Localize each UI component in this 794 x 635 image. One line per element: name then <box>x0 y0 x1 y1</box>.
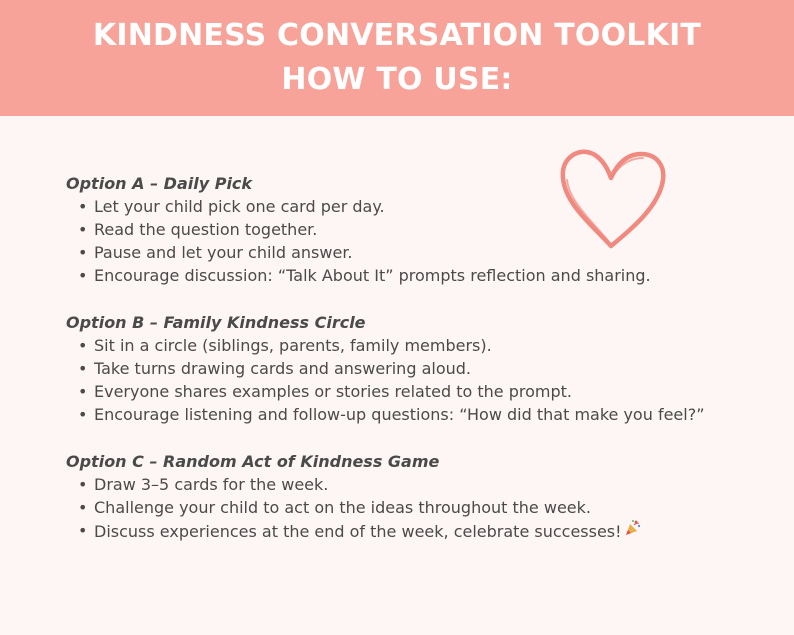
list-item <box>66 241 756 264</box>
list-item <box>66 473 756 496</box>
list-item-text: Sit in a circle (siblings, parents, family members). <box>94 336 492 355</box>
option-b-title: Option B – Family Kindness Circle <box>66 313 366 332</box>
list-item <box>66 519 756 543</box>
list-item <box>66 403 756 426</box>
instructions-content <box>66 172 756 567</box>
list-item-text: Encourage discussion: “Talk About It” prompts reflection and sharing. <box>94 266 651 285</box>
list-item-text: Discuss experiences at the end of the week, celebrate successes! <box>94 522 622 541</box>
list-item <box>66 357 756 380</box>
bullet-icon: • <box>78 359 88 378</box>
bullet-icon: • <box>78 475 88 494</box>
option-a-section <box>66 172 756 287</box>
page-subtitle: HOW TO USE: <box>281 62 513 97</box>
list-item-text: Read the question together. <box>94 220 318 239</box>
list-item <box>66 218 756 241</box>
list-item <box>66 195 756 218</box>
option-b-list <box>66 334 756 426</box>
list-item <box>66 496 756 519</box>
option-a-list <box>66 195 756 287</box>
option-c-list <box>66 473 756 543</box>
bullet-icon: • <box>78 382 88 401</box>
list-item <box>66 264 756 287</box>
bullet-icon: • <box>78 243 88 262</box>
list-item-text: Encourage listening and follow-up questions: “How did that make you feel?” <box>94 405 705 424</box>
bullet-icon: • <box>78 498 88 517</box>
list-item-text: Challenge your child to act on the ideas throughout the week. <box>94 498 591 517</box>
option-b-section <box>66 311 756 426</box>
option-c-section <box>66 450 756 543</box>
option-c-title: Option C – Random Act of Kindness Game <box>66 452 440 471</box>
bullet-icon: • <box>78 521 88 540</box>
list-item <box>66 334 756 357</box>
bullet-icon: • <box>78 197 88 216</box>
option-a-title: Option A – Daily Pick <box>66 174 253 193</box>
list-item-text: Take turns drawing cards and answering aloud. <box>94 359 471 378</box>
list-item-text: Pause and let your child answer. <box>94 243 353 262</box>
party-popper-icon <box>624 519 642 537</box>
bullet-icon: • <box>78 336 88 355</box>
bullet-icon: • <box>78 266 88 285</box>
list-item-text: Everyone shares examples or stories related to the prompt. <box>94 382 572 401</box>
bullet-icon: • <box>78 220 88 239</box>
bullet-icon: • <box>78 405 88 424</box>
list-item-text: Let your child pick one card per day. <box>94 197 385 216</box>
header-banner <box>0 0 794 116</box>
list-item-text: Draw 3–5 cards for the week. <box>94 475 329 494</box>
list-item <box>66 380 756 403</box>
page-title: KINDNESS CONVERSATION TOOLKIT <box>92 18 702 53</box>
